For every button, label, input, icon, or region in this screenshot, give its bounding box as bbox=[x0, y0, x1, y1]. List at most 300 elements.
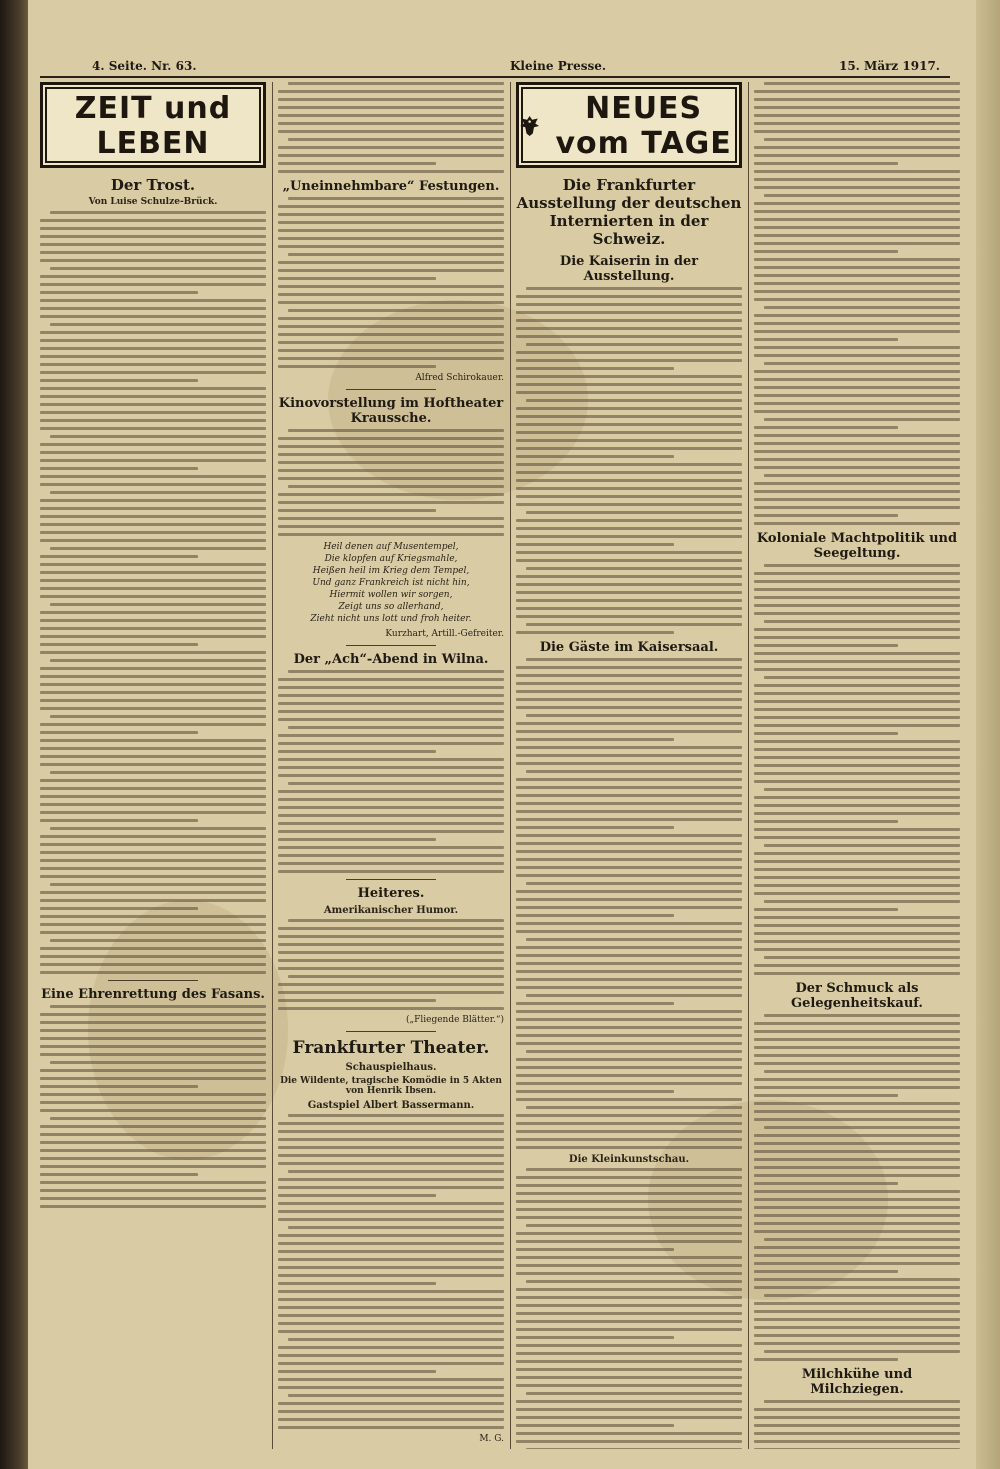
text-line bbox=[40, 355, 266, 358]
text-line bbox=[516, 730, 742, 733]
article-title: Koloniale Machtpolitik und Seegeltung. bbox=[756, 531, 958, 561]
text-line bbox=[40, 395, 266, 398]
text-line bbox=[516, 383, 742, 386]
paper-name: Kleine Presse. bbox=[510, 59, 607, 73]
text-line bbox=[278, 341, 504, 344]
text-line bbox=[40, 443, 266, 446]
text-line bbox=[40, 307, 266, 310]
text-line bbox=[516, 551, 742, 554]
text-line bbox=[288, 253, 504, 256]
text-line bbox=[40, 1181, 266, 1184]
text-line bbox=[754, 146, 960, 149]
text-line bbox=[516, 319, 742, 322]
text-line bbox=[288, 197, 504, 200]
text-line bbox=[516, 543, 674, 546]
text-line bbox=[40, 611, 266, 614]
text-line bbox=[516, 1098, 742, 1101]
text-line bbox=[278, 325, 504, 328]
text-line bbox=[278, 1322, 504, 1325]
text-line bbox=[516, 1232, 742, 1235]
text-line bbox=[278, 822, 504, 825]
text-line bbox=[278, 122, 504, 125]
column-1 bbox=[40, 82, 266, 1449]
text-line bbox=[516, 1440, 742, 1443]
text-line bbox=[526, 714, 742, 717]
poem-line: Heißen heil im Krieg dem Tempel, bbox=[312, 566, 470, 576]
text-line bbox=[278, 750, 436, 753]
text-line bbox=[278, 1330, 504, 1333]
column-2 bbox=[278, 82, 504, 1449]
film-body bbox=[278, 429, 504, 536]
text-line bbox=[516, 455, 674, 458]
text-line bbox=[516, 954, 742, 957]
text-line bbox=[40, 627, 266, 630]
text-line bbox=[40, 1205, 266, 1208]
theater-guest: Gastspiel Albert Bassermann. bbox=[307, 1100, 475, 1111]
divider bbox=[346, 389, 436, 390]
text-line bbox=[754, 1086, 960, 1089]
text-line bbox=[288, 1170, 504, 1173]
text-line bbox=[278, 445, 504, 448]
text-line bbox=[40, 635, 266, 638]
cheer-body bbox=[278, 919, 504, 1010]
text-line bbox=[278, 349, 504, 352]
text-line bbox=[288, 1338, 504, 1341]
text-line bbox=[40, 555, 198, 558]
text-line bbox=[526, 511, 742, 514]
text-line bbox=[516, 786, 742, 789]
text-line bbox=[288, 919, 504, 922]
text-line bbox=[40, 843, 266, 846]
text-line bbox=[516, 295, 742, 298]
text-line bbox=[516, 810, 742, 813]
text-line bbox=[278, 1346, 504, 1349]
text-line bbox=[754, 466, 960, 469]
text-line bbox=[526, 1224, 742, 1227]
text-line bbox=[278, 702, 504, 705]
text-line bbox=[40, 683, 266, 686]
text-line bbox=[754, 1278, 960, 1281]
text-line bbox=[754, 266, 960, 269]
text-line bbox=[516, 1208, 742, 1211]
text-line bbox=[516, 1130, 742, 1133]
text-line bbox=[278, 1218, 504, 1221]
text-line bbox=[754, 884, 960, 887]
text-line bbox=[754, 114, 960, 117]
text-line bbox=[516, 962, 742, 965]
text-line bbox=[764, 1014, 960, 1017]
text-line bbox=[278, 862, 504, 865]
text-line bbox=[288, 138, 504, 141]
text-line bbox=[40, 387, 266, 390]
text-line bbox=[278, 245, 504, 248]
text-line bbox=[516, 818, 742, 821]
text-line bbox=[754, 314, 960, 317]
text-line bbox=[516, 1184, 742, 1187]
text-line bbox=[754, 716, 960, 719]
text-line bbox=[754, 410, 960, 413]
text-line bbox=[40, 1101, 266, 1104]
text-line bbox=[754, 652, 960, 655]
text-line bbox=[516, 1200, 742, 1203]
text-line bbox=[40, 835, 266, 838]
theater-subtitle: Schauspielhaus. bbox=[345, 1062, 437, 1073]
text-line bbox=[526, 658, 742, 661]
text-line bbox=[754, 572, 960, 575]
text-line bbox=[278, 1138, 504, 1141]
text-line bbox=[40, 1069, 266, 1072]
text-line bbox=[516, 1336, 674, 1339]
text-line bbox=[516, 1408, 742, 1411]
text-line bbox=[516, 682, 742, 685]
text-line bbox=[754, 852, 960, 855]
text-line bbox=[754, 274, 960, 277]
text-line bbox=[40, 1077, 266, 1080]
text-line bbox=[278, 798, 504, 801]
text-line bbox=[278, 1314, 504, 1317]
text-line bbox=[40, 971, 266, 974]
text-line bbox=[754, 106, 960, 109]
text-line bbox=[516, 1058, 742, 1061]
text-line bbox=[278, 221, 504, 224]
text-line bbox=[40, 963, 266, 966]
text-line bbox=[754, 1326, 960, 1329]
text-line bbox=[278, 237, 504, 240]
text-line bbox=[526, 994, 742, 997]
text-line bbox=[516, 1272, 742, 1275]
text-line bbox=[278, 1378, 504, 1381]
text-line bbox=[754, 1174, 960, 1177]
text-line bbox=[40, 731, 198, 734]
text-line bbox=[516, 1090, 674, 1093]
text-line bbox=[754, 1432, 960, 1435]
text-line bbox=[516, 970, 742, 973]
text-line bbox=[516, 914, 674, 917]
article-body bbox=[754, 1014, 960, 1361]
text-line bbox=[278, 106, 504, 109]
text-line bbox=[40, 259, 266, 262]
text-line bbox=[40, 1037, 266, 1040]
text-line bbox=[754, 1408, 960, 1411]
text-line bbox=[754, 370, 960, 373]
text-line bbox=[278, 90, 504, 93]
text-line bbox=[516, 375, 742, 378]
poem-line: Zieht nicht uns lott und froh heiter. bbox=[310, 614, 472, 624]
article-body bbox=[754, 564, 960, 975]
text-line bbox=[278, 533, 504, 536]
text-line bbox=[278, 734, 504, 737]
text-line bbox=[40, 803, 266, 806]
text-line bbox=[516, 423, 742, 426]
text-line bbox=[40, 243, 266, 246]
text-line bbox=[754, 876, 960, 879]
text-line bbox=[40, 787, 266, 790]
text-line bbox=[754, 796, 960, 799]
text-line bbox=[754, 378, 960, 381]
text-line bbox=[278, 1210, 504, 1213]
text-line bbox=[288, 1226, 504, 1229]
text-line bbox=[516, 1296, 742, 1299]
text-line bbox=[754, 394, 960, 397]
text-line bbox=[40, 283, 266, 286]
text-line bbox=[278, 927, 504, 930]
text-line bbox=[278, 758, 504, 761]
text-line bbox=[516, 898, 742, 901]
text-line bbox=[754, 90, 960, 93]
text-line bbox=[278, 469, 504, 472]
column-rule bbox=[510, 82, 511, 1449]
text-line bbox=[40, 339, 266, 342]
text-line bbox=[278, 1298, 504, 1301]
text-line bbox=[516, 1352, 742, 1355]
text-line bbox=[764, 956, 960, 959]
article-title: Der Schmuck als Gelegenheitskauf. bbox=[791, 981, 923, 1011]
theater-signature: M. G. bbox=[479, 1434, 504, 1444]
text-line bbox=[516, 666, 742, 669]
story-continuation bbox=[278, 82, 504, 173]
text-line bbox=[526, 399, 742, 402]
text-line bbox=[40, 907, 198, 910]
text-line bbox=[516, 698, 742, 701]
text-line bbox=[288, 670, 504, 673]
text-line bbox=[40, 1125, 266, 1128]
text-line bbox=[40, 419, 266, 422]
text-line bbox=[754, 964, 960, 967]
text-line bbox=[754, 1134, 960, 1137]
text-line bbox=[516, 479, 742, 482]
text-line bbox=[754, 1286, 960, 1289]
article-title: Eine Ehrenrettung des Fasans. bbox=[41, 987, 265, 1002]
text-line bbox=[50, 211, 266, 214]
text-line bbox=[764, 1400, 960, 1403]
text-line bbox=[754, 202, 960, 205]
text-line bbox=[754, 1110, 960, 1113]
text-line bbox=[516, 906, 742, 909]
text-line bbox=[40, 795, 266, 798]
text-line bbox=[516, 1432, 742, 1435]
text-line bbox=[278, 98, 504, 101]
text-line bbox=[764, 362, 960, 365]
text-line bbox=[516, 1368, 742, 1371]
text-line bbox=[754, 434, 960, 437]
text-line bbox=[754, 1254, 960, 1257]
text-line bbox=[754, 1190, 960, 1193]
article-signature: Alfred Schirokauer. bbox=[415, 373, 504, 383]
poem-line: Heil denen auf Musentempel, bbox=[323, 542, 459, 552]
text-line bbox=[754, 1424, 960, 1427]
text-line bbox=[516, 1018, 742, 1021]
text-line bbox=[754, 450, 960, 453]
text-line bbox=[40, 451, 266, 454]
text-line bbox=[40, 1141, 266, 1144]
text-line bbox=[278, 130, 504, 133]
text-line bbox=[278, 1202, 504, 1205]
text-line bbox=[278, 1186, 504, 1189]
text-line bbox=[754, 154, 960, 157]
text-line bbox=[278, 1146, 504, 1149]
text-line bbox=[40, 403, 266, 406]
text-line bbox=[516, 850, 742, 853]
text-line bbox=[754, 178, 960, 181]
text-line bbox=[516, 415, 742, 418]
text-line bbox=[516, 575, 742, 578]
text-line bbox=[754, 684, 960, 687]
text-line bbox=[278, 453, 504, 456]
text-line bbox=[516, 978, 742, 981]
text-line bbox=[40, 475, 266, 478]
text-line bbox=[278, 806, 504, 809]
text-line bbox=[764, 844, 960, 847]
text-line bbox=[278, 1007, 504, 1010]
text-line bbox=[516, 495, 742, 498]
text-line bbox=[754, 1078, 960, 1081]
text-line bbox=[754, 1246, 960, 1249]
poem-line: Und ganz Frankreich ist nicht hin, bbox=[312, 578, 470, 588]
text-line bbox=[754, 724, 960, 727]
text-line bbox=[278, 146, 504, 149]
text-line bbox=[754, 740, 960, 743]
text-line bbox=[278, 509, 436, 512]
text-line bbox=[526, 1050, 742, 1053]
text-line bbox=[278, 1426, 504, 1429]
text-line bbox=[516, 1384, 742, 1387]
text-line bbox=[516, 1026, 742, 1029]
text-line bbox=[764, 138, 960, 141]
theater-play: Die Wildente, tragische Komödie in 5 Akten von Henrik Ibsen. bbox=[280, 1076, 502, 1096]
text-line bbox=[516, 335, 742, 338]
text-line bbox=[40, 651, 266, 654]
text-line bbox=[516, 1376, 742, 1379]
text-line bbox=[516, 986, 742, 989]
story-title: Der Trost. bbox=[110, 176, 196, 194]
text-line bbox=[278, 967, 504, 970]
text-line bbox=[40, 643, 198, 646]
text-line bbox=[50, 267, 266, 270]
text-line bbox=[50, 939, 266, 942]
text-line bbox=[278, 710, 504, 713]
text-line bbox=[526, 287, 742, 290]
text-line bbox=[278, 229, 504, 232]
text-line bbox=[754, 1448, 960, 1449]
divider bbox=[108, 980, 198, 981]
subsection-body bbox=[516, 658, 742, 1149]
page-edge bbox=[976, 0, 1000, 1469]
text-line bbox=[764, 620, 960, 623]
text-line bbox=[278, 1234, 504, 1237]
text-line bbox=[278, 742, 504, 745]
text-line bbox=[764, 788, 960, 791]
text-line bbox=[754, 1416, 960, 1419]
issue-date: 15. März 1917. bbox=[838, 59, 940, 73]
page-header bbox=[40, 58, 950, 78]
text-line bbox=[40, 539, 266, 542]
text-line bbox=[754, 628, 960, 631]
text-line bbox=[40, 819, 198, 822]
text-line bbox=[516, 754, 742, 757]
text-line bbox=[764, 474, 960, 477]
text-line bbox=[516, 1216, 742, 1219]
text-line bbox=[40, 619, 266, 622]
text-line bbox=[516, 1256, 742, 1259]
text-line bbox=[754, 122, 960, 125]
text-line bbox=[754, 1342, 960, 1345]
text-line bbox=[50, 1005, 266, 1008]
text-line bbox=[516, 722, 742, 725]
text-line bbox=[40, 1029, 266, 1032]
text-line bbox=[40, 315, 266, 318]
text-line bbox=[278, 1290, 504, 1293]
text-line bbox=[40, 499, 266, 502]
text-line bbox=[754, 1158, 960, 1161]
text-line bbox=[754, 162, 898, 165]
text-line bbox=[278, 269, 504, 272]
text-line bbox=[40, 763, 266, 766]
text-line bbox=[764, 194, 960, 197]
text-line bbox=[516, 794, 742, 797]
subsection-title: Die Kleinkunstschau. bbox=[568, 1154, 690, 1165]
text-line bbox=[50, 603, 266, 606]
story-byline: Von Luise Schulze-Brück. bbox=[88, 197, 218, 207]
text-line bbox=[40, 699, 266, 702]
cheer-source: („Fliegende Blätter.“) bbox=[405, 1015, 504, 1025]
text-line bbox=[526, 882, 742, 885]
column-4 bbox=[754, 82, 960, 1449]
text-line bbox=[754, 892, 960, 895]
text-line bbox=[278, 1130, 504, 1133]
text-line bbox=[754, 860, 960, 863]
text-line bbox=[278, 170, 504, 173]
text-line bbox=[50, 1061, 266, 1064]
text-line bbox=[278, 114, 504, 117]
text-line bbox=[516, 946, 742, 949]
text-line bbox=[40, 347, 266, 350]
text-line bbox=[278, 678, 504, 681]
text-line bbox=[278, 261, 504, 264]
text-line bbox=[526, 1106, 742, 1109]
text-line bbox=[516, 690, 742, 693]
text-line bbox=[754, 596, 960, 599]
text-line bbox=[526, 1280, 742, 1283]
text-line bbox=[754, 258, 960, 261]
text-line bbox=[526, 1168, 742, 1171]
divider bbox=[346, 1031, 436, 1032]
masthead-neues-vom-tage bbox=[516, 82, 742, 168]
text-line bbox=[526, 623, 742, 626]
text-line bbox=[764, 900, 960, 903]
text-line bbox=[516, 874, 742, 877]
text-line bbox=[278, 935, 504, 938]
text-line bbox=[40, 1165, 266, 1168]
text-line bbox=[526, 1392, 742, 1395]
text-line bbox=[516, 930, 742, 933]
text-line bbox=[516, 1344, 742, 1347]
text-line bbox=[754, 330, 960, 333]
text-line bbox=[754, 812, 960, 815]
column-3 bbox=[516, 82, 742, 1449]
text-line bbox=[754, 522, 960, 525]
text-line bbox=[278, 213, 504, 216]
text-line bbox=[754, 748, 960, 751]
text-line bbox=[754, 1318, 960, 1321]
text-line bbox=[40, 483, 266, 486]
text-line bbox=[40, 755, 266, 758]
text-line bbox=[516, 858, 742, 861]
text-line bbox=[278, 333, 504, 336]
text-line bbox=[40, 371, 266, 374]
text-line bbox=[516, 439, 742, 442]
text-line bbox=[40, 1173, 198, 1176]
text-line bbox=[278, 365, 436, 368]
